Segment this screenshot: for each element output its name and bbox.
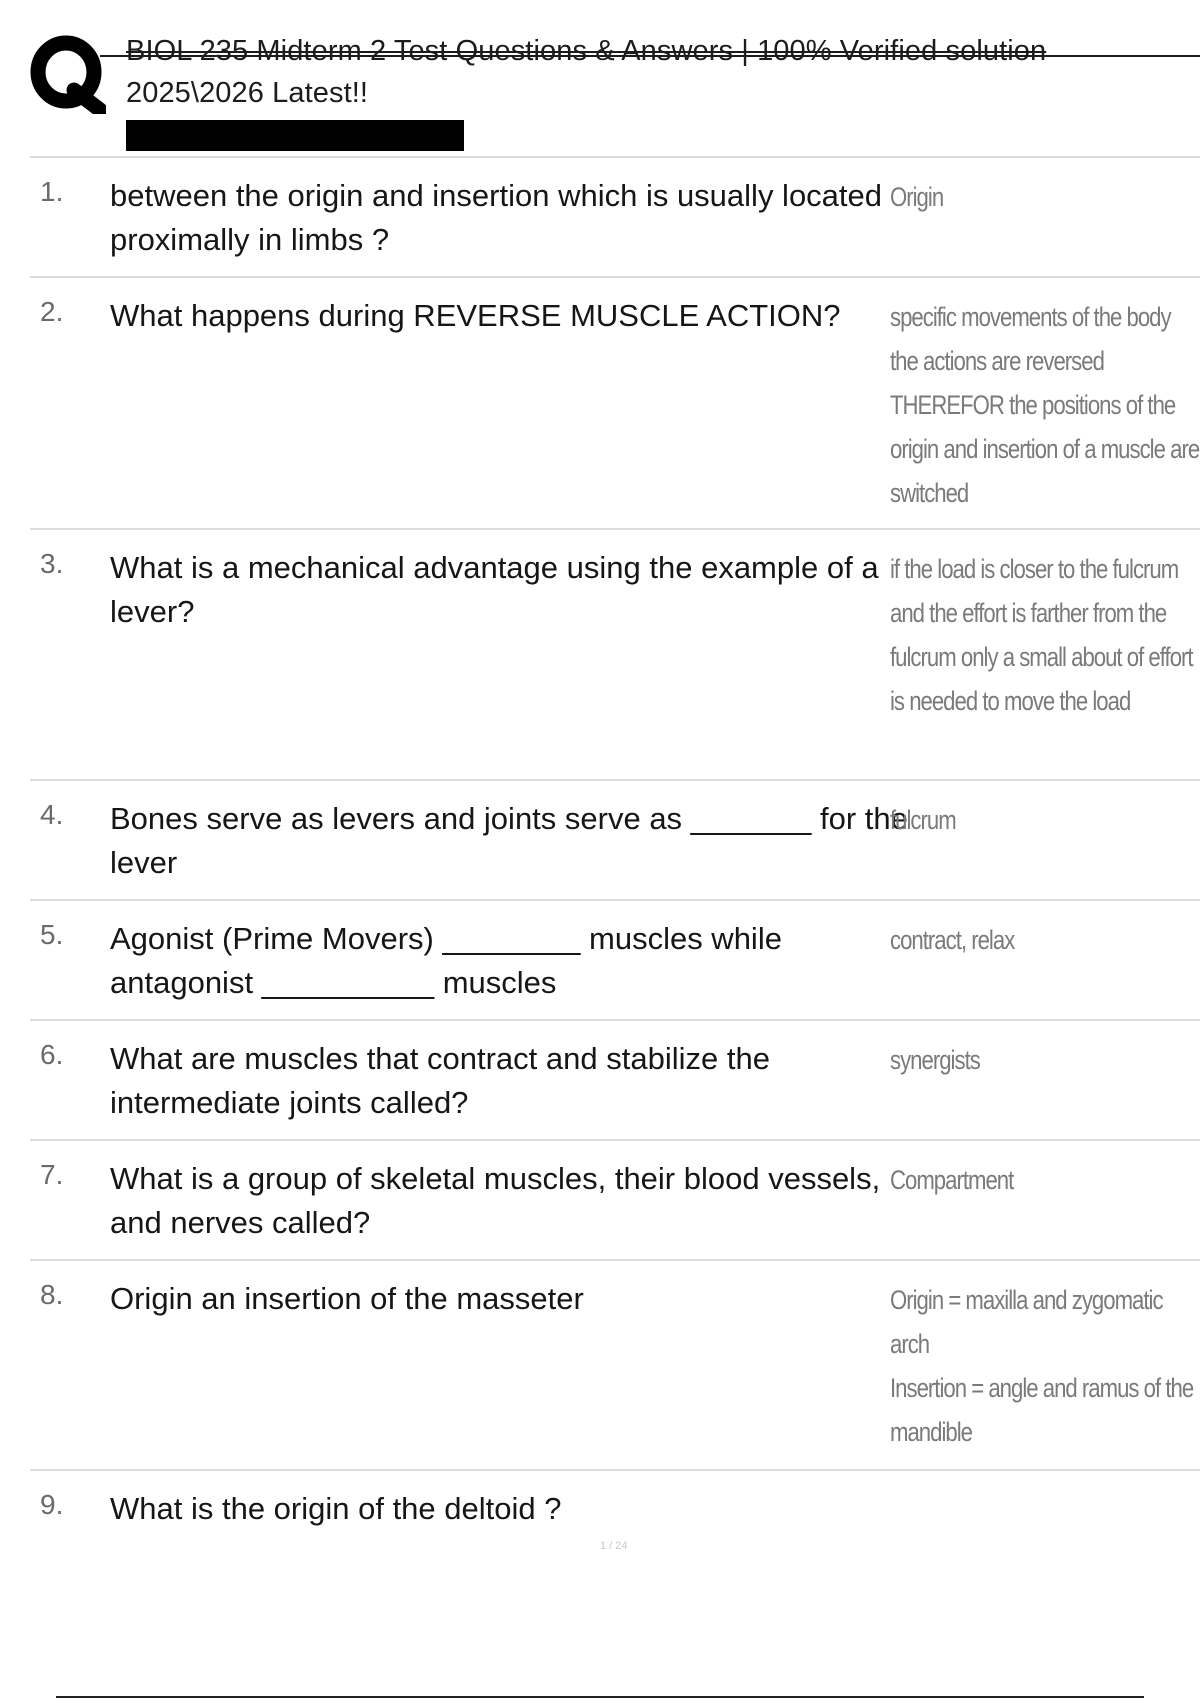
card-answer [890, 547, 1193, 723]
card-answer [890, 175, 1144, 219]
card-number: 1. [40, 176, 64, 207]
card-question: What is a group of skeletal muscles, their blood vessels, and nerves called? [110, 1161, 881, 1240]
card-question: What is a mechanical advantage using the example of a lever? [110, 550, 879, 629]
card-question: What is the origin of the deltoid ? [110, 1491, 562, 1526]
redaction-bar [126, 120, 464, 151]
card-number: 5. [40, 919, 64, 950]
card-answer-text: Insertion = angle and ramus of the mandible [890, 1373, 1194, 1447]
flashcard-row [30, 899, 1200, 1019]
card-answer-text: synergists [890, 1045, 980, 1075]
card-number: 4. [40, 799, 64, 830]
card-question: Bones serve as levers and joints serve as _______ for the lever [110, 801, 908, 880]
card-number: 7. [40, 1159, 64, 1190]
card-answer-text: Compartment [890, 1165, 1014, 1195]
card-answer [890, 1038, 1144, 1082]
card-answer [890, 918, 1144, 962]
card-number: 2. [40, 296, 64, 327]
card-answer-text: contract, relax [890, 925, 1015, 955]
quizlet-logo-icon [30, 34, 106, 114]
flashcard-row [30, 1259, 1200, 1469]
card-answer-text: fulcrum [890, 805, 956, 835]
card-number: 6. [40, 1039, 64, 1070]
card-answer [890, 1278, 1194, 1454]
flashcard-row [30, 276, 1200, 528]
flashcard-row [30, 1139, 1200, 1259]
flashcard-row [30, 1469, 1200, 1609]
card-question: Agonist (Prime Movers) ________ muscles while antagonist __________ muscles [110, 921, 782, 1000]
card-answer-text: Origin [890, 182, 944, 212]
card-question: between the origin and insertion which is usually located proximally in limbs ? [110, 178, 883, 257]
card-number: 8. [40, 1279, 64, 1310]
footer-divider [56, 1696, 1144, 1698]
flashcard-row [30, 528, 1200, 779]
card-question: What happens during REVERSE MUSCLE ACTION? [110, 298, 841, 333]
card-answer [890, 295, 1200, 515]
card-answer-text: Origin = maxilla and zygomatic arch [890, 1285, 1163, 1359]
flashcard-row [30, 156, 1200, 276]
page-number: 1 / 24 [600, 1540, 628, 1552]
flashcard-row [30, 779, 1200, 899]
card-question: Origin an insertion of the masseter [110, 1281, 584, 1316]
card-answer [890, 1158, 1144, 1202]
card-number: 3. [40, 548, 64, 579]
card-number: 9. [40, 1489, 64, 1520]
card-answer-text: specific movements of the body the actions are reversed THEREFOR the positions of the origin and insertion of a muscle are switched [890, 302, 1200, 508]
flashcard-list [30, 156, 1200, 1609]
document-subtitle: 2025\2026 Latest!! [126, 77, 369, 109]
card-answer [890, 798, 1144, 842]
card-answer-text: if the load is closer to the fulcrum and the effort is farther from the fulcrum only a small about of effort is needed to move the load [890, 554, 1193, 716]
document-title: BIOL 235 Midterm 2 Test Questions & Answers | 100% Verified solution [126, 35, 1047, 67]
card-question: What are muscles that contract and stabilize the intermediate joints called? [110, 1041, 770, 1120]
flashcard-row [30, 1019, 1200, 1139]
